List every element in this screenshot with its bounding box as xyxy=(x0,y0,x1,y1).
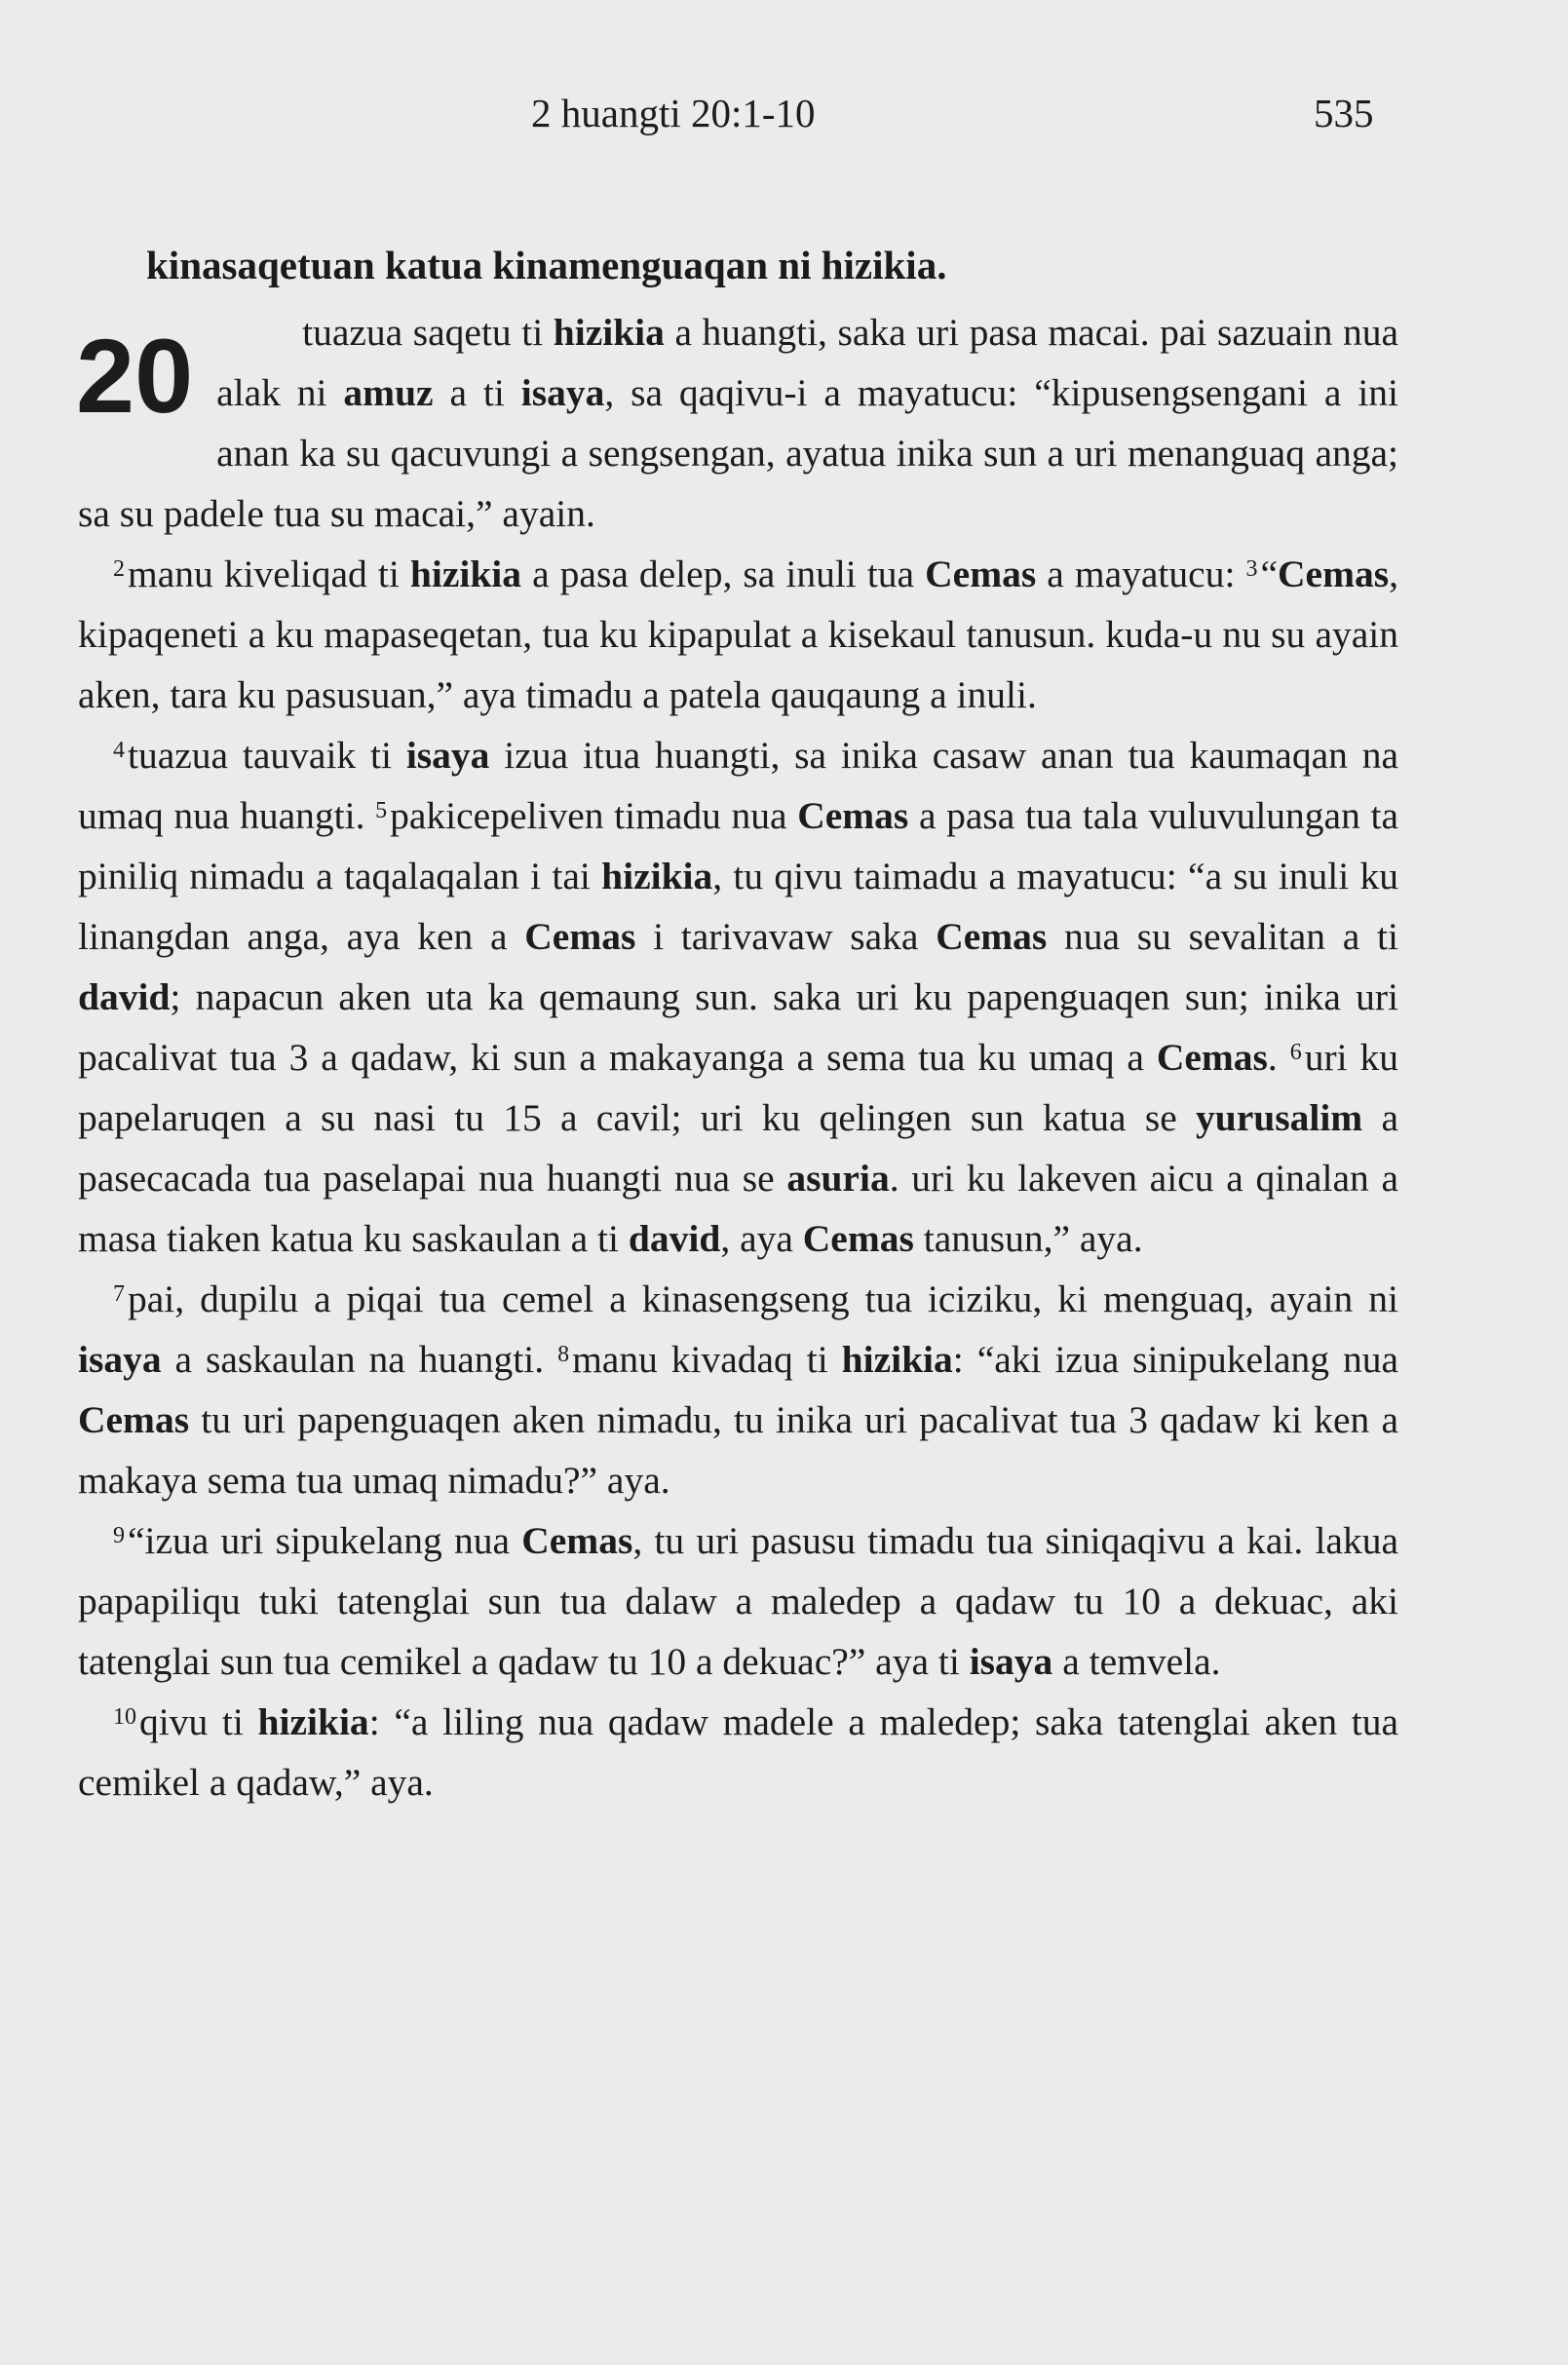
page-number: 535 xyxy=(1314,91,1374,135)
proper-name: Cemas xyxy=(797,794,909,837)
text-run: , aya xyxy=(720,1217,803,1260)
proper-name: Cemas xyxy=(521,1519,633,1562)
proper-name: david xyxy=(78,975,171,1018)
text-run: a pasa tua tala vuluvulungan ta piniliq nimadu a taqalaqalan i tai xyxy=(78,794,1398,897)
proper-name: hizikia xyxy=(409,553,522,595)
text-run: : “aki izua sinipukelang nua xyxy=(952,1338,1399,1381)
text-run: i tarivavaw saka xyxy=(635,915,937,958)
paragraph xyxy=(78,302,1398,544)
text-run: pakicepeliven timadu nua xyxy=(390,794,798,837)
proper-name: yurusalim xyxy=(1196,1096,1363,1139)
verse-number: 8 xyxy=(557,1342,570,1367)
verse-number: 10 xyxy=(113,1704,136,1730)
text-run: , tu uri pasusu timadu tua siniqaqivu a kai. lakua papapiliqu tuki tatenglai sun tua dalaw a maledep a qadaw tu 10 a dekuac, aki tatenglai sun tua cemikel a qadaw tu 10 a dekuac?” aya ti xyxy=(78,1519,1398,1683)
text-run: ; napacun aken uta ka qemaung sun. saka uri ku papenguaqen sun; inika uri pacalivat tua 3 a qadaw, ki sun a makayanga a sema tua ku umaq a xyxy=(78,975,1398,1079)
verse-number: 3 xyxy=(1245,556,1258,582)
proper-name: Cemas xyxy=(524,915,636,958)
paragraph xyxy=(78,1692,1398,1812)
text-run: nua su sevalitan a ti xyxy=(1047,915,1398,958)
verse-number: 7 xyxy=(113,1281,125,1307)
text-run: tuazua saqetu ti xyxy=(302,311,554,354)
proper-name: isaya xyxy=(969,1640,1053,1683)
verse-number: 6 xyxy=(1289,1040,1302,1065)
text-run: tanusun,” aya. xyxy=(913,1217,1143,1260)
proper-name: hizikia xyxy=(257,1700,369,1743)
text-run: . uri ku lakeven aicu a qinalan a masa tiaken katua ku saskaulan a ti xyxy=(78,1157,1398,1260)
verse-number: 9 xyxy=(113,1523,125,1548)
text-run: pai, dupilu a piqai tua cemel a kinasengseng tua iciziku, ki menguaq, ayain ni xyxy=(128,1278,1398,1320)
text-run: tu uri papenguaqen aken nimadu, tu inika uri pacalivat tua 3 qadaw ki ken a makaya sema tua umaq nimadu?” aya. xyxy=(78,1398,1398,1502)
paragraph xyxy=(78,1269,1398,1510)
proper-name: amuz xyxy=(343,371,434,414)
running-head xyxy=(0,90,1568,148)
proper-name: Cemas xyxy=(78,1398,190,1441)
proper-name: asuria xyxy=(786,1157,890,1200)
text-run: , kipaqeneti a ku mapaseqetan, tua ku kipapulat a kisekaul tanusun. kuda-u nu su ayain aken, tara ku pasusuan,” aya timadu a patela qauqaung a inuli. xyxy=(78,553,1398,716)
paragraph xyxy=(78,725,1398,1269)
text-run: manu kiveliqad ti xyxy=(128,553,410,595)
scripture-text xyxy=(78,302,1398,1812)
text-run: a pasecacada tua paselapai nua huangti nua se xyxy=(78,1096,1398,1200)
text-run: tuazua tauvaik ti xyxy=(128,734,406,777)
proper-name: Cemas xyxy=(925,553,1037,595)
paragraph xyxy=(78,544,1398,725)
text-run: a huangti, saka uri pasa macai. pai sazuain nua alak ni xyxy=(216,311,1398,414)
text-run: a saskaulan na huangti. xyxy=(161,1338,558,1381)
text-run: a mayatucu: xyxy=(1036,553,1246,595)
chapter-number: 20 xyxy=(76,317,194,435)
proper-name: david xyxy=(628,1217,721,1260)
proper-name: isaya xyxy=(520,371,605,414)
proper-name: hizikia xyxy=(553,311,665,354)
proper-name: Cemas xyxy=(1156,1036,1268,1079)
text-run: a ti xyxy=(433,371,521,414)
proper-name: Cemas xyxy=(802,1217,914,1260)
verse-number: 2 xyxy=(113,556,125,582)
proper-name: Cemas xyxy=(936,915,1048,958)
proper-name: isaya xyxy=(405,734,490,777)
proper-name: hizikia xyxy=(841,1338,953,1381)
text-run: , tu qivu taimadu a mayatucu: “a su inuli ku linangdan anga, aya ken a xyxy=(78,855,1398,958)
verse-number: 5 xyxy=(375,798,388,823)
text-run: : “a liling nua qadaw madele a maledep; saka tatenglai aken tua cemikel a qadaw,” aya. xyxy=(78,1700,1398,1804)
text-run: . xyxy=(1267,1036,1290,1079)
section-heading: kinasaqetuan katua kinamenguaqan ni hizikia. xyxy=(146,243,947,287)
text-run: manu kivadaq ti xyxy=(572,1338,842,1381)
text-run: , sa qaqivu-i a mayatucu: “kipusengsengani a ini anan ka su qacuvungi a sengsengan, ayatua inika sun a uri menanguaq anga; sa su padele tua su macai,” ayain. xyxy=(78,371,1399,535)
text-run: “ xyxy=(1260,553,1279,595)
proper-name: hizikia xyxy=(601,855,713,897)
verse-number: 4 xyxy=(113,738,125,763)
text-run: a pasa delep, sa inuli tua xyxy=(521,553,926,595)
text-run: “izua uri sipukelang nua xyxy=(128,1519,522,1562)
proper-name: Cemas xyxy=(1278,553,1390,595)
text-run: uri ku papelaruqen a su nasi tu 15 a cavil; uri ku qelingen sun katua se xyxy=(78,1036,1399,1139)
paragraph xyxy=(78,1510,1398,1692)
proper-name: isaya xyxy=(78,1338,162,1381)
text-run: a temvela. xyxy=(1052,1640,1221,1683)
text-run: izua itua huangti, sa inika casaw anan tua kaumaqan na umaq nua huangti. xyxy=(78,734,1398,837)
chapter-reference: 2 huangti 20:1-10 xyxy=(531,91,816,135)
text-run: qivu ti xyxy=(139,1700,258,1743)
